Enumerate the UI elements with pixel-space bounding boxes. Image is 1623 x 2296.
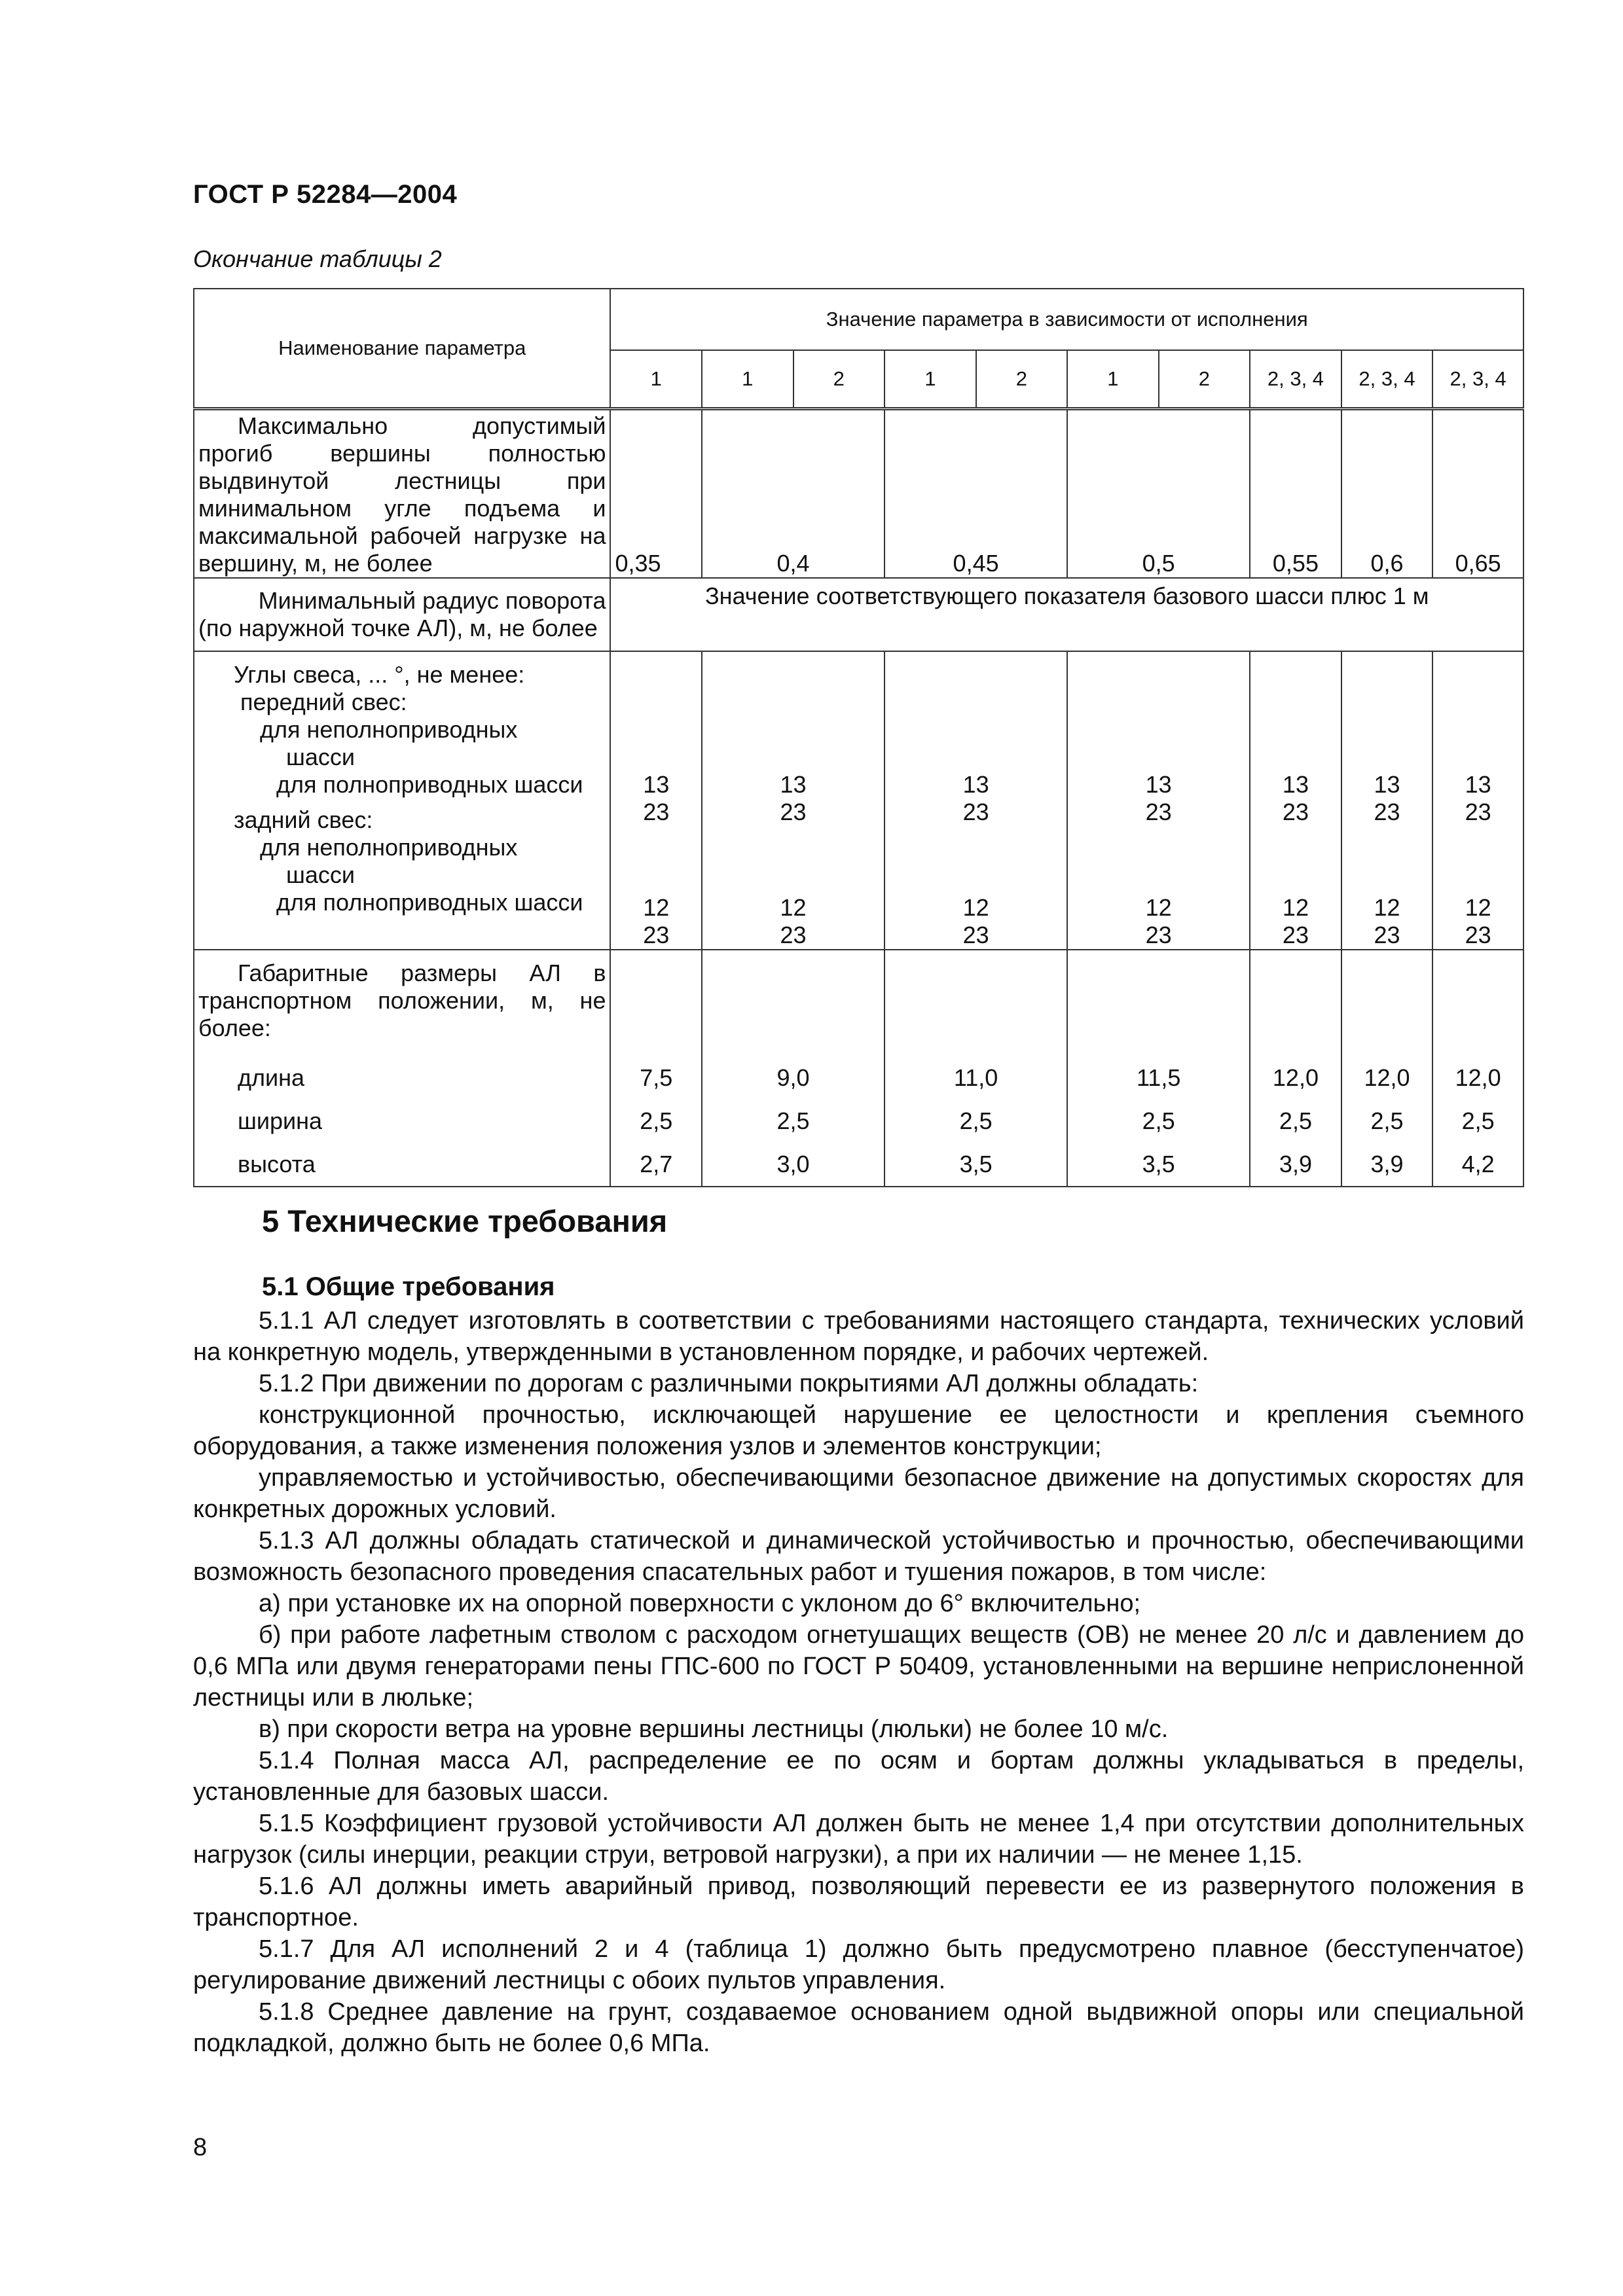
value-header: Значение параметра в зависимости от исполнения <box>610 289 1523 350</box>
paragraph-text: 5.1.1 АЛ следует изготовлять в соответствии с требованиями настоящего стандарта, технических условий на конкретную модель, утвержденными в установленном порядке, и рабочих чертежей. <box>193 1307 1524 1366</box>
overhang-values <box>1432 651 1523 950</box>
overhang-values <box>610 651 702 950</box>
value-cell: 12,0 <box>1364 1064 1410 1091</box>
value-cell: 12 <box>1465 893 1491 921</box>
dimension-values <box>1341 950 1433 1187</box>
paragraph-text: 5.1.3 АЛ должны обладать статической и динамической устойчивостью и прочностью, обеспечивающими возможность безопасного проведения спасательных работ и тушения пожаров, в том числе: <box>193 1527 1524 1586</box>
overhang-values <box>702 651 884 950</box>
value-cell: 3,9 <box>1279 1150 1312 1177</box>
parameters-table <box>193 288 1524 1187</box>
value-cell: 12 <box>1145 893 1172 921</box>
overhang-title: Углы свеса, ... °, не менее: <box>234 660 525 688</box>
variant-cell: 2 <box>793 350 885 409</box>
paragraph-5-1-2 <box>193 1368 1524 1399</box>
value-cell: 13 <box>780 770 807 798</box>
value-cell: 13 <box>1282 770 1309 798</box>
paragraph-handling <box>193 1462 1524 1525</box>
paragraph-text: в) при скорости ветра на уровне вершины лестницы (люльки) не более 10 м/с. <box>259 1715 1169 1743</box>
value-cell: 3,5 <box>1142 1150 1175 1177</box>
paragraph-5-1-5 <box>193 1808 1524 1871</box>
value-cell: 23 <box>962 921 989 948</box>
paragraph-text: б) при работе лафетным стволом с расходом огнетушащих веществ (ОВ) не менее 20 л/с и давлением до 0,6 МПа или двумя генераторами пены ГПС-600 по ГОСТ Р 50409, установленными на вершине неприслоненной лестницы или в люльке; <box>193 1621 1524 1712</box>
value-cell: 2,5 <box>1370 1107 1404 1134</box>
paragraph-item-a <box>193 1588 1524 1619</box>
value-cell: 23 <box>643 798 670 825</box>
paragraph-text: конструкционной прочностью, исключающей нарушение ее целостности и крепления съемного оборудования, а также изменения положения узлов и элементов конструкции; <box>193 1401 1524 1460</box>
paragraph-5-1-8 <box>193 1996 1524 2059</box>
dimension-values <box>1250 950 1341 1187</box>
value-cell: 12 <box>780 893 807 921</box>
width-label: ширина <box>238 1107 323 1134</box>
value-cell: 0,5 <box>1067 409 1250 578</box>
subsection-title: 5.1 Общие требования <box>262 1272 555 1301</box>
radius-label-line1: Минимальный радиус поворота <box>258 586 606 614</box>
overhang-values <box>1341 651 1433 950</box>
table-row-radius <box>194 578 1523 651</box>
paragraph-5-1-4 <box>193 1745 1524 1808</box>
value-cell: 11,0 <box>953 1064 998 1091</box>
paragraph-text: 5.1.6 АЛ должны иметь аварийный привод, позволяющий перевести ее из развернутого положения в транспортное. <box>193 1873 1524 1931</box>
paragraph-text: 5.1.4 Полная масса АЛ, распределение ее по осям и бортам должны укладываться в пределы, установленные для базовых шасси. <box>193 1747 1524 1806</box>
dimensions-title: Габаритные размеры АЛ в транспортном положении, м, не более: <box>198 959 606 1041</box>
paragraph-5-1-1 <box>193 1305 1524 1368</box>
value-cell: 2,5 <box>959 1107 993 1134</box>
value-cell: 2,5 <box>1142 1107 1175 1134</box>
full-drive-label: для полноприводных шасси <box>276 770 583 798</box>
paragraph-text: 5.1.2 При движении по дорогам с различными покрытиями АЛ должны обладать: <box>259 1370 1199 1397</box>
value-cell: 23 <box>1465 921 1491 948</box>
value-cell: 3,0 <box>776 1150 810 1177</box>
value-cell: 13 <box>1465 770 1491 798</box>
radius-value: Значение соответствующего показателя базового шасси плюс 1 м <box>610 578 1523 651</box>
variant-cell: 2 <box>976 350 1068 409</box>
table-caption: Окончание таблицы 2 <box>193 245 442 272</box>
paragraph-strength <box>193 1399 1524 1462</box>
value-cell: 23 <box>780 921 807 948</box>
paragraph-5-1-7 <box>193 1933 1524 1996</box>
value-cell: 12 <box>643 893 670 921</box>
table-row-deflection <box>194 409 1523 578</box>
variant-cell: 1 <box>610 350 702 409</box>
page-number: 8 <box>193 2134 208 2161</box>
rear-overhang-label: задний свес: <box>234 806 373 833</box>
value-cell: 23 <box>962 798 989 825</box>
height-label: высота <box>238 1150 316 1177</box>
value-cell: 0,6 <box>1341 409 1433 578</box>
value-cell: 12,0 <box>1272 1064 1319 1091</box>
value-cell: 2,5 <box>776 1107 810 1134</box>
value-cell: 13 <box>643 770 670 798</box>
value-cell: 13 <box>1145 770 1172 798</box>
value-cell: 23 <box>1145 798 1172 825</box>
paragraph-5-1-6 <box>193 1871 1524 1933</box>
overhang-label <box>194 651 610 950</box>
variant-cell: 1 <box>1067 350 1159 409</box>
value-cell: 2,5 <box>1279 1107 1312 1134</box>
partial-drive-label-2: шасси <box>286 861 356 888</box>
paragraph-text: 5.1.8 Среднее давление на грунт, создаваемое основанием одной выдвижной опоры или специальной подкладкой, должно быть не более 0,6 МПа. <box>193 1998 1524 2057</box>
overhang-values <box>1067 651 1250 950</box>
dimension-values <box>610 950 702 1187</box>
full-drive-label: для полноприводных шасси <box>276 888 583 916</box>
radius-label-line2: (по наружной точке АЛ), м, не более <box>198 614 598 641</box>
paragraph-text: управляемостью и устойчивостью, обеспечивающими безопасное движение на допустимых скоростях для конкретных дорожных условий. <box>193 1464 1524 1523</box>
variant-cell: 1 <box>884 350 976 409</box>
value-cell: 7,5 <box>640 1064 673 1091</box>
value-cell: 23 <box>1282 921 1309 948</box>
variant-cell: 2 <box>1159 350 1250 409</box>
paragraph-text: 5.1.5 Коэффициент грузовой устойчивости АЛ должен быть не менее 1,4 при отсутствии дополнительных нагрузок (силы инерции, реакции струи, ветровой нагрузки), а при их наличии — не менее 1,15. <box>193 1810 1524 1869</box>
value-cell: 12,0 <box>1455 1064 1501 1091</box>
paragraph-text: 5.1.7 Для АЛ исполнений 2 и 4 (таблица 1) должно быть предусмотрено плавное (бесступенчатое) регулирование движений лестницы с обоих пультов управления. <box>193 1935 1524 1994</box>
value-cell: 2,5 <box>640 1107 673 1134</box>
param-header: Наименование параметра <box>194 289 610 409</box>
value-cell: 12 <box>962 893 989 921</box>
partial-drive-label: для неполноприводных <box>260 833 518 861</box>
value-cell: 23 <box>1465 798 1491 825</box>
table-header-row <box>194 289 1523 350</box>
paragraph-item-b <box>193 1619 1524 1713</box>
table-row-overhang <box>194 651 1523 950</box>
value-cell: 0,65 <box>1432 409 1523 578</box>
value-cell: 0,35 <box>610 409 702 578</box>
value-cell: 23 <box>1374 921 1400 948</box>
section-title: 5 Технические требования <box>262 1204 668 1238</box>
dimension-values <box>702 950 884 1187</box>
value-cell: 23 <box>1145 921 1172 948</box>
value-cell: 3,9 <box>1370 1150 1404 1177</box>
value-cell: 23 <box>643 921 670 948</box>
dimension-values <box>1432 950 1523 1187</box>
value-cell: 23 <box>1374 798 1400 825</box>
partial-drive-label: для неполноприводных <box>260 715 518 743</box>
dimensions-label <box>194 950 610 1187</box>
value-cell: 4,2 <box>1461 1150 1495 1177</box>
deflection-label: Максимально допустимый прогиб вершины полностью выдвинутой лестницы при минимальном угле подъема и максимальной рабочей нагрузке на вершину, м, не более <box>194 409 610 578</box>
paragraph-5-1-3 <box>193 1525 1524 1588</box>
value-cell: 13 <box>1374 770 1400 798</box>
variant-cell: 2, 3, 4 <box>1432 350 1523 409</box>
value-cell: 0,4 <box>702 409 884 578</box>
variant-cell: 2, 3, 4 <box>1250 350 1341 409</box>
front-overhang-label: передний свес: <box>240 688 407 715</box>
value-cell: 0,55 <box>1250 409 1341 578</box>
value-cell: 2,5 <box>1461 1107 1495 1134</box>
table-row-dimensions <box>194 950 1523 1187</box>
value-cell: 12 <box>1374 893 1400 921</box>
value-cell: 12 <box>1282 893 1309 921</box>
dimension-values <box>884 950 1067 1187</box>
value-cell: 13 <box>962 770 989 798</box>
value-cell: 11,5 <box>1136 1064 1181 1091</box>
value-cell: 3,5 <box>959 1150 993 1177</box>
variant-cell: 2, 3, 4 <box>1341 350 1433 409</box>
value-cell: 9,0 <box>776 1064 810 1091</box>
partial-drive-label-2: шасси <box>286 743 356 770</box>
value-cell: 0,45 <box>884 409 1067 578</box>
value-cell: 23 <box>780 798 807 825</box>
paragraph-item-v <box>193 1713 1524 1745</box>
value-cell: 2,7 <box>640 1150 673 1177</box>
dimension-values <box>1067 950 1250 1187</box>
length-label: длина <box>238 1064 305 1091</box>
paragraph-text: а) при установке их на опорной поверхности с уклоном до 6° включительно; <box>259 1590 1141 1617</box>
overhang-values <box>1250 651 1341 950</box>
value-cell: 23 <box>1282 798 1309 825</box>
variant-cell: 1 <box>702 350 793 409</box>
overhang-values <box>884 651 1067 950</box>
document-code: ГОСТ Р 52284—2004 <box>193 180 458 209</box>
radius-label <box>194 578 610 651</box>
